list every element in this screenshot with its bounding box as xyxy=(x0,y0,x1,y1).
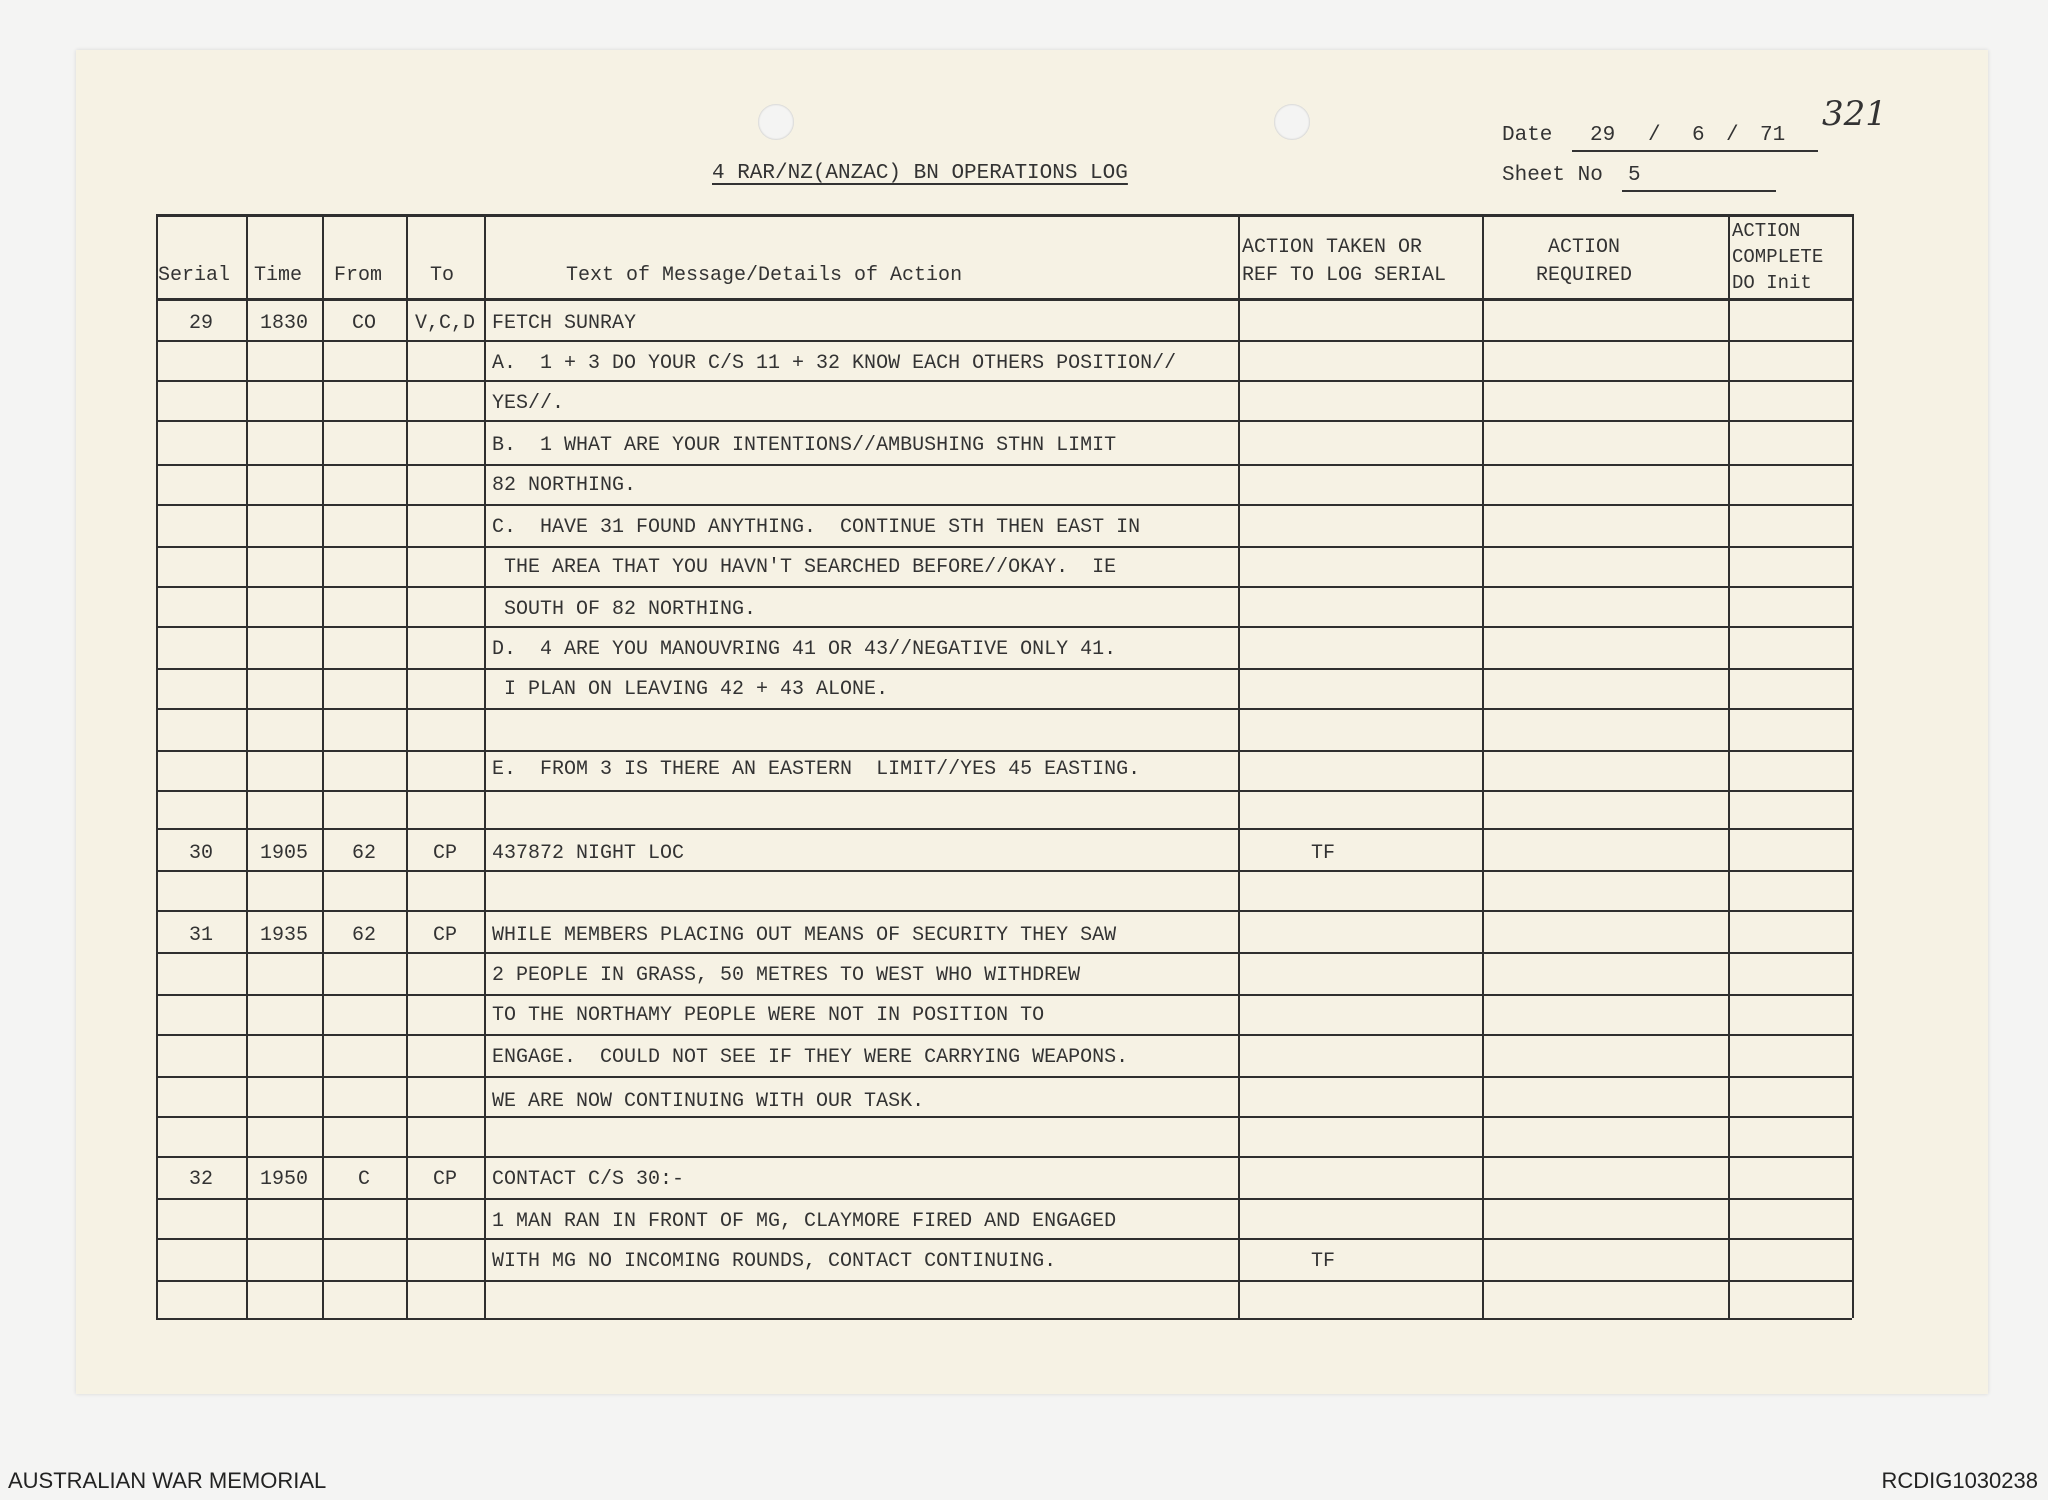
cell-from: 62 xyxy=(351,924,376,947)
cell-message-text: 2 PEOPLE IN GRASS, 50 METRES TO WEST WHO WITHDREW xyxy=(492,964,1081,987)
cell-message-text: I PLAN ON LEAVING 42 + 43 ALONE. xyxy=(492,678,889,701)
table-column-rule xyxy=(1482,214,1484,1318)
table-column-rule xyxy=(156,214,158,1318)
cell-time: 1935 xyxy=(259,924,308,947)
header-time: Time xyxy=(254,264,303,287)
date-separator: / xyxy=(1726,124,1739,147)
table-column-rule xyxy=(1728,214,1730,1318)
table-rule xyxy=(156,994,1852,996)
cell-to: CP xyxy=(432,1168,457,1191)
cell-message-text: ENGAGE. COULD NOT SEE IF THEY WERE CARRYING WEAPONS. xyxy=(492,1046,1129,1069)
table-rule xyxy=(156,1280,1852,1282)
table-rule xyxy=(156,708,1852,710)
punch-hole xyxy=(758,104,794,140)
table-column-rule xyxy=(1238,214,1240,1318)
table-column-rule xyxy=(246,214,248,1318)
header-from: From xyxy=(334,264,383,287)
table-column-rule xyxy=(484,214,486,1318)
cell-message-text: A. 1 + 3 DO YOUR C/S 11 + 32 KNOW EACH OTHERS POSITION// xyxy=(492,352,1177,375)
header-serial: Serial xyxy=(158,264,231,287)
table-rule xyxy=(156,420,1852,422)
header-to: To xyxy=(430,264,455,287)
table-rule xyxy=(156,1034,1852,1036)
table-rule xyxy=(156,910,1852,912)
table-rule xyxy=(156,464,1852,466)
table-rule xyxy=(156,790,1852,792)
cell-time: 1950 xyxy=(259,1168,308,1191)
cell-message-text: YES//. xyxy=(492,392,565,415)
cell-message-text: D. 4 ARE YOU MANOUVRING 41 OR 43//NEGATIVE ONLY 41. xyxy=(492,638,1117,661)
table-rule xyxy=(156,952,1852,954)
cell-serial: 30 xyxy=(188,842,213,865)
cell-message-text: 1 MAN RAN IN FRONT OF MG, CLAYMORE FIRED AND ENGAGED xyxy=(492,1210,1117,1233)
table-rule xyxy=(156,828,1852,830)
handwritten-page-number: 321 xyxy=(1822,94,1887,134)
cell-serial: 31 xyxy=(188,924,213,947)
table-rule xyxy=(156,1156,1852,1158)
cell-to: V,C,D xyxy=(414,312,475,335)
footer-record-id: RCDIG1030238 xyxy=(1881,1468,2038,1493)
cell-message-text: FETCH SUNRAY xyxy=(492,312,637,335)
cell-action-taken: TF xyxy=(1310,1250,1335,1273)
table-rule xyxy=(156,586,1852,588)
cell-message-text: C. HAVE 31 FOUND ANYTHING. CONTINUE STH THEN EAST IN xyxy=(492,516,1141,539)
cell-action-taken: TF xyxy=(1310,842,1335,865)
cell-time: 1830 xyxy=(259,312,308,335)
footer-institution: AUSTRALIAN WAR MEMORIAL xyxy=(8,1468,327,1493)
cell-from: C xyxy=(357,1168,370,1191)
sheet-no-value: 5 xyxy=(1628,164,1641,187)
cell-to: CP xyxy=(432,842,457,865)
date-separator: / xyxy=(1648,124,1661,147)
punch-hole xyxy=(1274,104,1310,140)
cell-serial: 32 xyxy=(188,1168,213,1191)
date-underline xyxy=(1572,150,1818,152)
table-rule xyxy=(156,668,1852,670)
cell-time: 1905 xyxy=(259,842,308,865)
table-rule xyxy=(156,214,1852,217)
table-rule xyxy=(156,1238,1852,1240)
table-rule xyxy=(156,750,1852,752)
table-rule xyxy=(156,340,1852,342)
cell-from: CO xyxy=(351,312,376,335)
date-year: 71 xyxy=(1760,124,1786,147)
date-month: 6 xyxy=(1692,124,1705,147)
table-rule xyxy=(156,546,1852,548)
cell-message-text: WHILE MEMBERS PLACING OUT MEANS OF SECURITY THEY SAW xyxy=(492,924,1117,947)
table-column-rule xyxy=(322,214,324,1318)
cell-message-text: WE ARE NOW CONTINUING WITH OUR TASK. xyxy=(492,1090,925,1113)
header-text: Text of Message/Details of Action xyxy=(566,264,963,287)
header-action-taken: ACTION TAKEN OR REF TO LOG SERIAL xyxy=(1242,236,1447,287)
cell-from: 62 xyxy=(351,842,376,865)
log-title: 4 RAR/NZ(ANZAC) BN OPERATIONS LOG xyxy=(712,162,1128,185)
header-action-required: ACTION REQUIRED xyxy=(1535,236,1632,287)
cell-serial: 29 xyxy=(188,312,213,335)
table-rule xyxy=(156,1318,1852,1320)
header-action-complete: ACTION COMPLETE DO Init xyxy=(1732,220,1824,294)
table-rule xyxy=(156,298,1852,301)
table-rule xyxy=(156,504,1852,506)
cell-message-text: 437872 NIGHT LOC xyxy=(492,842,685,865)
table-rule xyxy=(156,1116,1852,1118)
cell-message-text: B. 1 WHAT ARE YOUR INTENTIONS//AMBUSHING STHN LIMIT xyxy=(492,434,1117,457)
table-rule xyxy=(156,626,1852,628)
table-rule xyxy=(156,870,1852,872)
document-sheet xyxy=(76,50,1988,1394)
cell-message-text: E. FROM 3 IS THERE AN EASTERN LIMIT//YES 45 EASTING. xyxy=(492,758,1141,781)
cell-message-text: 82 NORTHING. xyxy=(492,474,637,497)
cell-to: CP xyxy=(432,924,457,947)
sheet-no-label: Sheet No xyxy=(1502,164,1603,187)
sheet-no-underline xyxy=(1622,190,1776,192)
date-label: Date xyxy=(1502,124,1553,147)
table-rule xyxy=(156,1198,1852,1200)
table-rule xyxy=(156,380,1852,382)
table-rule xyxy=(156,1076,1852,1078)
cell-message-text: SOUTH OF 82 NORTHING. xyxy=(492,598,757,621)
cell-message-text: THE AREA THAT YOU HAVN'T SEARCHED BEFORE//OKAY. IE xyxy=(492,556,1117,579)
table-column-rule xyxy=(1852,214,1854,1318)
table-column-rule xyxy=(406,214,408,1318)
cell-message-text: TO THE NORTHAMY PEOPLE WERE NOT IN POSITION TO xyxy=(492,1004,1045,1027)
cell-message-text: WITH MG NO INCOMING ROUNDS, CONTACT CONTINUING. xyxy=(492,1250,1057,1273)
date-day: 29 xyxy=(1590,124,1616,147)
cell-message-text: CONTACT C/S 30:- xyxy=(492,1168,685,1191)
